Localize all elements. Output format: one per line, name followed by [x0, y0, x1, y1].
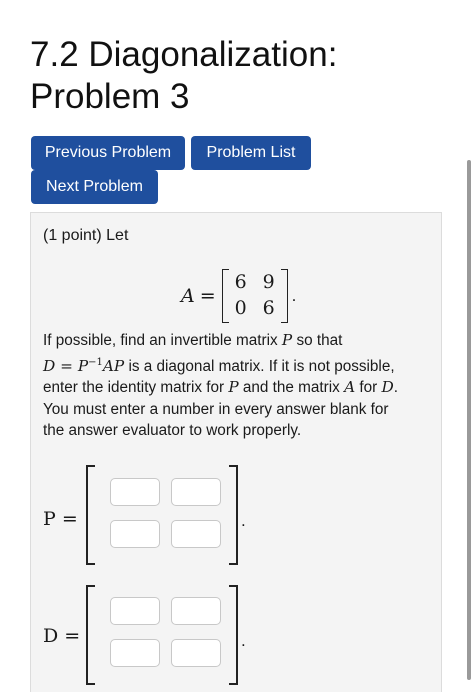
problem-instructions [43, 330, 438, 442]
problem-list-button[interactable]: Problem List [191, 136, 311, 170]
matrix-A-equation [181, 269, 296, 323]
D-answer-input-r1c1[interactable] [110, 597, 160, 625]
var-A: A [344, 378, 356, 397]
P-answer-input-r2c1[interactable] [110, 520, 160, 548]
text: enter the identity matrix for [43, 379, 229, 397]
superscript-inverse: −1 [88, 356, 103, 368]
period: . [241, 631, 246, 650]
title-line-2: Problem 3 [30, 77, 190, 116]
D-answer-input-r1c2[interactable] [171, 597, 221, 625]
P-left-bracket [86, 465, 95, 565]
text: and the matrix [238, 379, 345, 397]
matrix-A-cell: 9 [262, 271, 275, 293]
var-D: D [381, 378, 394, 397]
text: is a diagonal matrix. If it is not possible, [124, 357, 395, 375]
period: . [291, 286, 297, 305]
var-AP: AP [102, 356, 125, 375]
matrix-A-cell: 6 [234, 271, 247, 293]
page-scrollbar[interactable] [467, 160, 471, 680]
text: You must enter a number in every answer blank for [43, 400, 389, 418]
var-P: P [281, 331, 293, 349]
D-answer-input-r2c1[interactable] [110, 639, 160, 667]
D-right-bracket [229, 585, 238, 685]
page-title [30, 34, 337, 118]
title-line-1: 7.2 Diagonalization: [30, 35, 338, 74]
left-bracket [222, 269, 229, 323]
matrix-A-name: A [181, 285, 195, 307]
next-problem-button[interactable]: Next Problem [31, 170, 158, 204]
problem-panel [30, 212, 442, 692]
P-answer-input-r1c2[interactable] [171, 478, 221, 506]
problem-intro: (1 point) Let [43, 227, 129, 244]
matrix-A-cell: 0 [234, 297, 247, 319]
D-label: D = [43, 625, 81, 647]
P-answer-input-r1c1[interactable] [110, 478, 160, 506]
text: the answer evaluator to work properly. [43, 422, 302, 440]
equals-sign: = [199, 285, 216, 307]
matrix-A [222, 269, 288, 323]
D-answer-input-r2c2[interactable] [171, 639, 221, 667]
period: . [241, 511, 246, 530]
text: so that [292, 332, 343, 349]
D-left-bracket [86, 585, 95, 685]
P-answer-input-r2c2[interactable] [171, 520, 221, 548]
right-bracket [281, 269, 288, 323]
var-P: P [77, 356, 89, 375]
text: for [355, 379, 382, 397]
text: If possible, find an invertible matrix [43, 332, 282, 349]
var-D: D [43, 356, 56, 375]
text: . [393, 379, 399, 397]
equals-sign: = [55, 356, 78, 375]
P-label: P = [43, 508, 78, 530]
P-right-bracket [229, 465, 238, 565]
matrix-A-cell: 6 [262, 297, 275, 319]
var-P: P [228, 378, 239, 397]
previous-problem-button[interactable]: Previous Problem [31, 136, 185, 170]
